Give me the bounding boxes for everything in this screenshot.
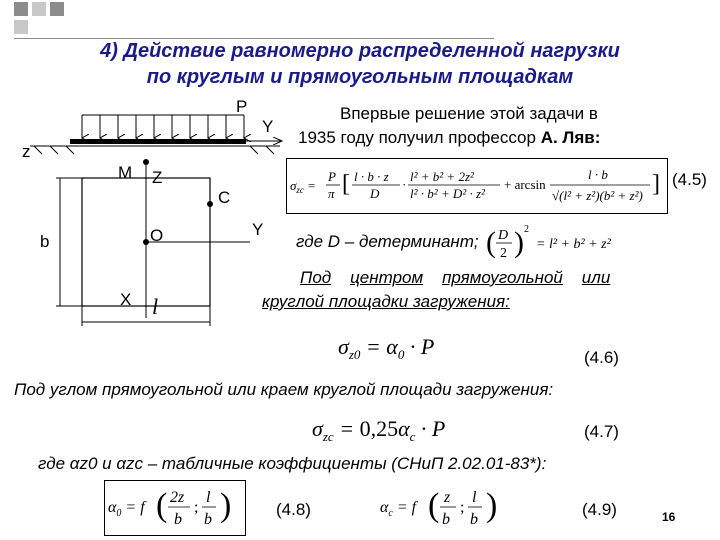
- center-word-4: или: [581, 268, 611, 287]
- center-word-1: Под: [300, 268, 332, 287]
- svg-text:b: b: [470, 511, 478, 528]
- label-z: z: [22, 142, 31, 161]
- page-number: 16: [662, 510, 676, 524]
- intro-line-2-text: 1935 году получил профессор: [298, 128, 541, 147]
- formula-D: [484, 220, 704, 264]
- svg-text:l² + b² + 2z²: l² + b² + 2z²: [410, 169, 474, 184]
- svg-text:√(l² + z²)(b² + z²): √(l² + z²)(b² + z²): [552, 188, 643, 203]
- svg-text:P: P: [328, 169, 336, 184]
- decor-square: [50, 2, 64, 16]
- svg-text:(: (: [428, 487, 440, 524]
- label-l: l: [152, 294, 159, 319]
- load-diagram: [0, 96, 300, 336]
- title-line-1: 4) Действие равномерно распределенной нагрузки: [100, 40, 620, 62]
- svg-text:z: z: [444, 489, 451, 506]
- svg-text:l: l: [206, 489, 211, 506]
- load-arrows: [82, 115, 244, 138]
- eq-number-4-8: (4.8): [276, 500, 311, 519]
- ground-hatching: [34, 146, 274, 154]
- svg-text:= l² + b² + z²: = l² + b² + z²: [536, 237, 611, 252]
- label-C: C: [218, 188, 231, 207]
- point-C: [207, 201, 213, 207]
- svg-text:): ): [220, 487, 232, 524]
- where-alpha-text: где αz0 и αzc – табличные коэффициенты (СНиП 2.02.01-83*):: [38, 454, 547, 473]
- svg-text:+ arcsin: + arcsin: [504, 177, 546, 192]
- svg-text:2: 2: [500, 246, 507, 261]
- label-X: X: [120, 290, 132, 309]
- svg-text:(: (: [156, 487, 168, 524]
- svg-text:b: b: [204, 511, 212, 528]
- center-word-3: прямоугольной: [442, 268, 563, 287]
- decor-square: [32, 2, 46, 16]
- svg-text:(: (: [486, 226, 496, 259]
- point-O: [143, 239, 149, 245]
- title-line-2: по круглым и прямоугольным площадкам: [146, 66, 574, 88]
- svg-text:σzc =: $\sigma_{zc}$ =: [290, 178, 316, 195]
- eq-number-4-5: (4.5): [672, 170, 707, 189]
- formula-4-9: [378, 482, 518, 532]
- svg-text:l² · b² + D² · z²: l² · b² + D² · z²: [410, 186, 485, 201]
- svg-text:π: π: [328, 186, 335, 201]
- point-M: [143, 159, 149, 165]
- eq-number-4-7: (4.7): [584, 422, 619, 441]
- eq-number-4-9: (4.9): [582, 500, 617, 519]
- where-D-text: где D – детерминант;: [296, 232, 479, 251]
- svg-text:·: ·: [402, 177, 407, 192]
- decor-square: [14, 20, 28, 34]
- svg-text:2: 2: [524, 224, 529, 235]
- author-name: А. Ляв:: [540, 128, 601, 147]
- label-b: b: [40, 232, 50, 251]
- formula-4-5: [288, 160, 664, 210]
- center-word-2: центром: [350, 268, 424, 287]
- svg-text:σzc = 0,25αc · P: $\sigma_{zc} = 0,25\alpha_c \cdot P$: [312, 416, 446, 444]
- svg-text:σz0 = α0 · P: $\sigma_{z0} = \alpha_0 \cdot P$: [338, 334, 435, 362]
- svg-text:b: b: [442, 511, 450, 528]
- center-line-1: [300, 268, 610, 288]
- svg-text:α0 = f: $\alpha_0 = f$: [108, 499, 145, 519]
- svg-text:D: D: [498, 228, 509, 243]
- formula-4-8: [106, 482, 242, 532]
- loaded-plate: [70, 139, 246, 144]
- svg-text:[: [: [342, 171, 350, 197]
- label-P: P: [236, 97, 248, 116]
- corner-line: Под углом прямоугольной или краем круглой площади загружения:: [14, 380, 554, 399]
- label-Y-top: Y: [262, 117, 274, 136]
- eq-number-4-6: (4.6): [584, 348, 619, 367]
- svg-text:l: l: [472, 489, 477, 506]
- svg-text:;: ;: [194, 499, 199, 516]
- label-O: O: [150, 226, 164, 245]
- formula-4-6: [336, 326, 496, 366]
- center-line-2: круглой площадки загружения:: [262, 292, 510, 311]
- svg-text:;: ;: [460, 499, 465, 516]
- formula-4-7: [310, 408, 520, 448]
- svg-text:l · b · z: l · b · z: [354, 169, 389, 184]
- decor-top-line: [14, 38, 494, 39]
- label-Z: Z: [152, 168, 163, 187]
- svg-text:): ): [486, 487, 498, 524]
- intro-line-2: [298, 128, 600, 148]
- decor-square: [14, 2, 28, 16]
- svg-text:l · b: l · b: [588, 167, 608, 182]
- label-Y-right: Y: [252, 220, 264, 239]
- svg-text:αc = f: $\alpha_c = f$: [380, 499, 417, 519]
- svg-text:D: D: [370, 186, 380, 201]
- svg-text:b: b: [174, 511, 182, 528]
- svg-text:]: ]: [652, 171, 660, 197]
- intro-line-1: Впервые решение этой задачи в: [340, 104, 598, 123]
- svg-text:2z: 2z: [170, 489, 185, 506]
- svg-text:): ): [514, 226, 524, 259]
- label-M: M: [118, 163, 133, 182]
